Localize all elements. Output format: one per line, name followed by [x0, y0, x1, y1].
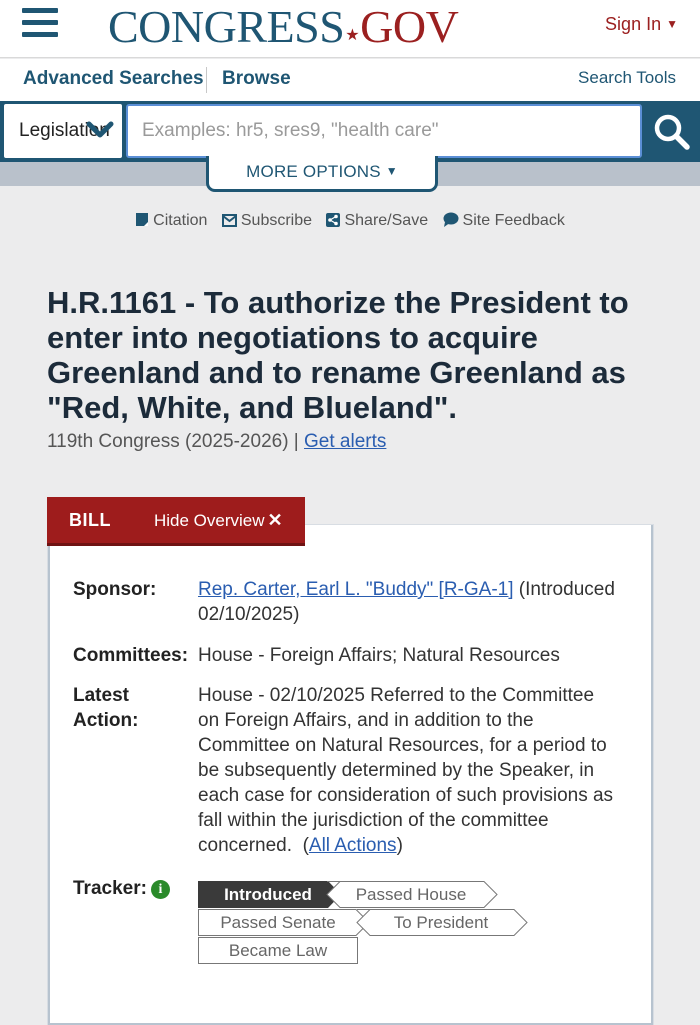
search-bar	[0, 101, 700, 162]
sponsor-label: Sponsor:	[73, 579, 157, 600]
site-feedback-link[interactable]: Site Feedback	[443, 212, 565, 230]
share-icon	[326, 213, 340, 227]
collection-selector-value: Legislation	[19, 120, 110, 141]
search-icon	[653, 113, 691, 151]
secondary-nav	[0, 59, 700, 101]
bill-type-label: BILL	[69, 510, 111, 530]
site-header	[0, 0, 700, 58]
tracker-step-became-law: Became Law	[198, 937, 358, 964]
latest-action-value: House - 02/10/2025 Referred to the Committee on Foreign Affairs, and in addition to the Committee on Natural Resources, for a period to be subsequently determined by the Speaker, in each case for consideration of such provisions as fall within the jurisdiction of the committee concerned. (All Actions)	[198, 685, 614, 856]
nav-divider	[206, 67, 207, 93]
sponsor-value	[198, 577, 618, 627]
citation-icon	[135, 212, 149, 227]
hamburger-menu-icon[interactable]	[22, 8, 58, 38]
envelope-icon	[222, 214, 237, 227]
caret-down-icon: ▼	[666, 17, 678, 31]
search-input[interactable]	[126, 104, 642, 158]
more-options-button[interactable]: MORE OPTIONS ▼	[206, 156, 438, 192]
sponsor-introduced-date: (Introduced 02/10/2025)	[198, 579, 615, 625]
tracker-step-introduced: Introduced	[198, 881, 338, 908]
hide-overview-button[interactable]: Hide Overview ✕	[154, 510, 283, 530]
utility-links	[0, 212, 700, 230]
chevron-down-icon	[84, 116, 116, 144]
committees-value: House - Foreign Affairs; Natural Resources	[198, 645, 560, 666]
advanced-searches-link[interactable]: Advanced Searches	[23, 68, 204, 89]
get-alerts-link[interactable]: Get alerts	[304, 431, 387, 452]
tracker-label: Tracker:	[73, 878, 147, 899]
browse-link[interactable]: Browse	[222, 68, 291, 89]
subscribe-link[interactable]: Subscribe	[222, 212, 312, 230]
citation-link[interactable]: Citation	[135, 212, 207, 230]
sponsor-link[interactable]: Rep. Carter, Earl L. "Buddy" [R-GA-1]	[198, 579, 514, 600]
info-icon[interactable]: i	[151, 880, 170, 899]
share-save-link[interactable]: Share/Save	[326, 212, 428, 230]
latest-action-text: House - 02/10/2025 Referred to the Committee on Foreign Affairs, and in addition to the Committee on Natural Resources, for a period to be subsequently determined by the Speaker, in each case for consideration of such provisions as fall within the jurisdiction of the committee concerned.	[198, 685, 614, 856]
sign-in-button[interactable]: Sign In ▼	[605, 14, 678, 34]
tracker-label-row	[73, 876, 170, 901]
chevron-down-icon: ▼	[385, 164, 398, 178]
all-actions-link[interactable]: All Actions	[308, 835, 397, 856]
comment-icon	[443, 212, 459, 227]
tracker-step-passed-senate: Passed Senate	[198, 909, 358, 936]
bill-tracker	[198, 880, 538, 970]
congress-info	[47, 431, 386, 453]
collection-selector[interactable]	[4, 104, 122, 158]
congress-gov-logo[interactable]: CONGRESS★GOV	[108, 1, 459, 52]
overview-tab-bar	[47, 497, 305, 546]
committees-label: Committees:	[73, 645, 189, 666]
search-button[interactable]	[645, 104, 700, 158]
search-tools-link[interactable]: Search Tools	[578, 68, 676, 87]
latest-action-label: Latest Action:	[73, 685, 139, 731]
tracker-step-to-president: To President	[356, 909, 526, 936]
tracker-step-passed-house: Passed House	[326, 881, 496, 908]
congress-session: 119th Congress (2025-2026) |	[47, 431, 299, 452]
bill-title: H.R.1161 - To authorize the President to enter into negotiations to acquire Greenland and to rename Greenland as "Red, White, and Blueland".	[47, 285, 629, 425]
close-icon: ✕	[267, 510, 283, 530]
